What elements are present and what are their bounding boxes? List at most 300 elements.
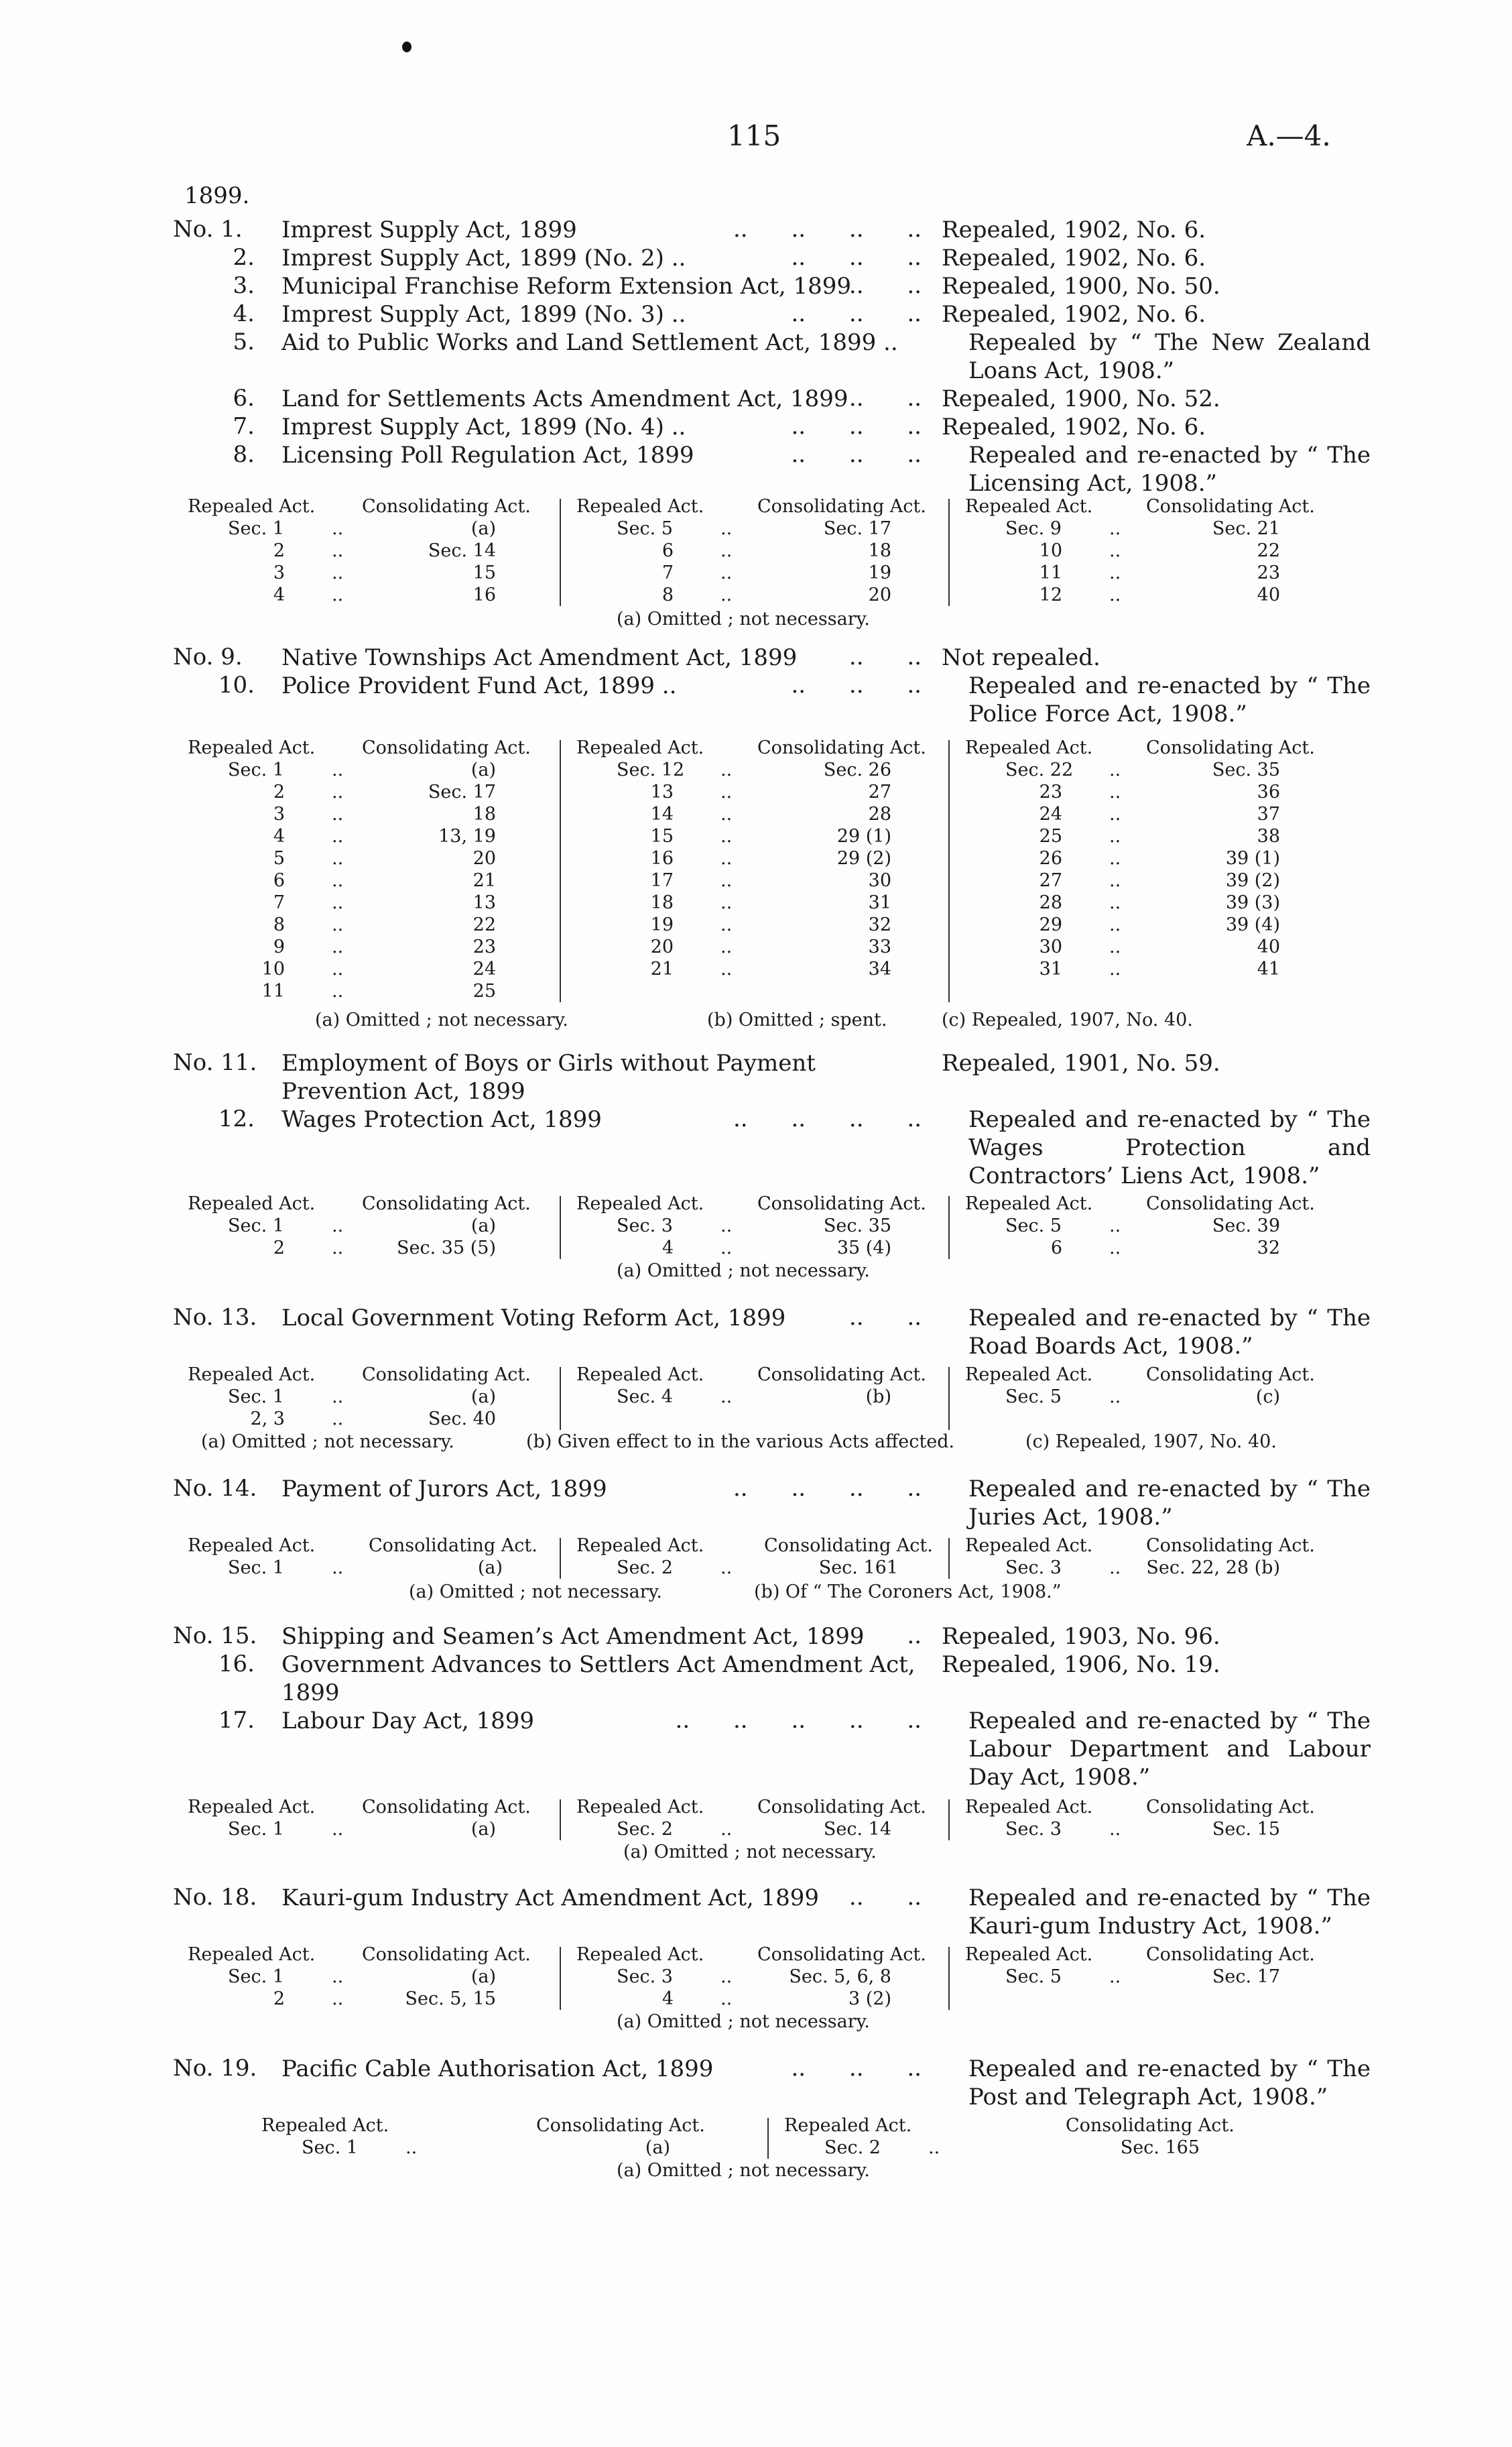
act-title: Imprest Supply Act, 1899 <box>281 217 577 243</box>
leader-dots: .. <box>720 804 733 825</box>
leader-dots: .. <box>1109 540 1121 561</box>
leader-dots: .. .. <box>848 1622 922 1649</box>
leader-dots: .. .. .. <box>791 244 922 271</box>
leader-dots: .. <box>1109 1238 1121 1258</box>
consolidating-act-header: Consolidating Act. <box>362 1944 531 1965</box>
repealed-section: Sec. 3 <box>1005 1819 1062 1840</box>
consolidating-section: 22 <box>472 914 496 935</box>
leader-dots: .. <box>720 540 733 561</box>
repealed-section: Sec. 9 <box>1005 518 1062 539</box>
repealed-section: 7 <box>662 562 674 583</box>
consolidating-section: 20 <box>472 848 496 869</box>
repealed-section: 30 <box>1039 937 1062 957</box>
entry-number: No. 9. <box>173 644 243 670</box>
repealed-section: 7 <box>273 892 285 913</box>
repealed-section: 21 <box>650 959 674 979</box>
column-divider <box>948 1799 950 1840</box>
leader-dots: .. <box>1109 1966 1121 1987</box>
table-note: (c) Repealed, 1907, No. 40. <box>1025 1431 1277 1452</box>
column-divider <box>767 2118 769 2159</box>
consolidating-section: (a) <box>477 1557 503 1578</box>
leader-dots: .. <box>332 782 344 802</box>
consolidating-act-header: Consolidating Act. <box>757 1193 926 1214</box>
consolidating-section: (c) <box>1255 1386 1280 1407</box>
leader-dots: .. <box>1109 782 1121 802</box>
consolidating-act-header: Consolidating Act. <box>757 1364 926 1385</box>
repealed-act-header: Repealed Act. <box>576 1364 704 1385</box>
consolidating-section: 3 (2) <box>848 1988 891 2009</box>
repeal-status: Repealed, 1902, No. 6. <box>942 245 1206 272</box>
table-note: (a) Omitted ; not necessary. <box>409 1581 662 1602</box>
leader-dots: .. <box>720 1988 733 2009</box>
page-number: 115 <box>727 119 781 152</box>
consolidating-section: 40 <box>1257 585 1280 605</box>
repealed-act-header: Repealed Act. <box>965 1364 1093 1385</box>
leader-dots: .. <box>720 892 733 913</box>
consolidating-section: Sec. 161 <box>818 1557 898 1578</box>
column-divider <box>948 1196 950 1259</box>
consolidating-section: 39 (1) <box>1225 848 1280 869</box>
repealed-section: 6 <box>273 870 285 891</box>
consolidating-section: 19 <box>868 562 891 583</box>
repealed-section: 6 <box>662 540 674 561</box>
entry-number: 17. <box>218 1707 255 1734</box>
leader-dots: .. .. .. <box>791 672 922 699</box>
consolidating-section: 38 <box>1257 826 1280 847</box>
consolidating-section: 41 <box>1257 959 1280 979</box>
consolidating-section: 29 (1) <box>836 826 891 847</box>
repealed-act-header: Repealed Act. <box>261 2115 389 2136</box>
repealed-act-header: Repealed Act. <box>784 2115 912 2136</box>
repeal-status: Repealed, 1902, No. 6. <box>942 217 1206 243</box>
leader-dots: .. <box>1109 1386 1121 1407</box>
leader-dots: .. <box>720 1966 733 1987</box>
consolidating-section: 39 (4) <box>1225 914 1280 935</box>
repealed-section: 6 <box>1050 1238 1062 1258</box>
act-title: Labour Day Act, 1899 <box>281 1708 534 1734</box>
consolidating-act-header: Consolidating Act. <box>1146 1193 1315 1214</box>
table-note: (b) Omitted ; spent. <box>707 1010 887 1030</box>
repealed-section: Sec. 1 <box>228 1966 284 1987</box>
repeal-status: Repealed and re-enacted by “ The Road Boards Act, 1908.” <box>968 1305 1371 1360</box>
repealed-section: 2 <box>273 1238 285 1258</box>
consolidating-section: 25 <box>472 981 496 1002</box>
leader-dots: .. .. .. <box>791 300 922 327</box>
leader-dots: .. <box>1109 914 1121 935</box>
repealed-act-header: Repealed Act. <box>965 496 1093 517</box>
column-divider <box>560 1196 561 1259</box>
leader-dots: .. <box>720 870 733 891</box>
consolidating-section: Sec. 14 <box>823 1819 891 1840</box>
consolidating-section: (b) <box>865 1386 891 1407</box>
repealed-section: Sec. 22 <box>1005 760 1074 780</box>
consolidating-act-header: Consolidating Act. <box>757 1797 926 1817</box>
consolidating-section: 35 (4) <box>836 1238 891 1258</box>
repealed-section: Sec. 3 <box>617 1215 673 1236</box>
repealed-section: 12 <box>1039 585 1062 605</box>
leader-dots: .. <box>332 870 344 891</box>
act-title: Local Government Voting Reform Act, 1899 <box>281 1305 786 1331</box>
consolidating-section: Sec. 5, 6, 8 <box>789 1966 891 1987</box>
act-title: Shipping and Seamen’s Act Amendment Act, 1899 <box>281 1623 865 1650</box>
consolidating-section: 30 <box>868 870 891 891</box>
consolidating-section: 32 <box>1257 1238 1280 1258</box>
leader-dots: .. <box>405 2137 418 2158</box>
leader-dots: .. <box>332 585 344 605</box>
consolidating-section: (a) <box>470 1386 496 1407</box>
repealed-act-header: Repealed Act. <box>188 1535 316 1556</box>
leader-dots: .. <box>332 1238 344 1258</box>
repealed-section: 16 <box>650 848 674 869</box>
repealed-act-header: Repealed Act. <box>576 496 704 517</box>
leader-dots: .. <box>1109 518 1121 539</box>
repealed-section: 29 <box>1039 914 1062 935</box>
consolidating-act-header: Consolidating Act. <box>757 737 926 758</box>
consolidating-section: Sec. 165 <box>1120 2137 1200 2158</box>
repealed-section: 10 <box>261 959 285 979</box>
entry-number: No. 1. <box>173 216 243 243</box>
leader-dots: .. <box>332 1988 344 2009</box>
leader-dots: .. <box>720 959 733 979</box>
repeal-status: Repealed and re-enacted by “ The Kauri-gum Industry Act, 1908.” <box>968 1885 1371 1939</box>
year-heading: 1899. <box>184 182 250 209</box>
consolidating-section: 18 <box>868 540 891 561</box>
repealed-act-header: Repealed Act. <box>188 1193 316 1214</box>
repealed-section: Sec. 5 <box>617 518 673 539</box>
act-title: Municipal Franchise Reform Extension Act, 1899 <box>281 273 851 300</box>
leader-dots: .. <box>332 937 344 957</box>
leader-dots: .. <box>720 914 733 935</box>
entry-number: 6. <box>233 385 255 412</box>
repealed-act-header: Repealed Act. <box>576 1193 704 1214</box>
repealed-act-header: Repealed Act. <box>188 737 316 758</box>
repealed-section: 4 <box>662 1988 674 2009</box>
leader-dots: .. <box>720 562 733 583</box>
table-note: (a) Omitted ; not necessary. <box>201 1431 454 1452</box>
repealed-section: 9 <box>273 937 285 957</box>
act-title: Licensing Poll Regulation Act, 1899 <box>281 442 694 469</box>
leader-dots: .. .. .. <box>791 441 922 468</box>
consolidating-act-header: Consolidating Act. <box>362 737 531 758</box>
column-divider <box>560 1947 561 2010</box>
consolidating-act-header: Consolidating Act. <box>369 1535 538 1556</box>
repealed-section: 4 <box>273 585 285 605</box>
consolidating-section: (a) <box>470 1966 496 1987</box>
act-title: Aid to Public Works and Land Settlement Act, 1899 .. <box>281 329 898 356</box>
repealed-section: Sec. 12 <box>617 760 685 780</box>
act-title: Employment of Boys or Girls without Payment Prevention Act, 1899 <box>281 1050 816 1105</box>
entry-number: No. 19. <box>173 2055 257 2082</box>
column-divider <box>560 499 561 606</box>
leader-dots: .. <box>332 981 344 1002</box>
repealed-act-header: Repealed Act. <box>965 1193 1093 1214</box>
repealed-section: 8 <box>662 585 674 605</box>
leader-dots: .. <box>1109 1819 1121 1840</box>
act-title: Land for Settlements Acts Amendment Act, 1899 <box>281 385 848 412</box>
consolidating-section: Sec. 35 <box>1212 760 1280 780</box>
repealed-section: 31 <box>1039 959 1062 979</box>
leader-dots: .. .. .. <box>791 413 922 440</box>
consolidating-section: 39 (2) <box>1225 870 1280 891</box>
leader-dots: .. <box>332 760 344 780</box>
repealed-section: 2 <box>273 540 285 561</box>
leader-dots: .. .. <box>848 272 922 299</box>
repealed-act-header: Repealed Act. <box>965 1797 1093 1817</box>
repealed-section: Sec. 1 <box>228 518 284 539</box>
repealed-section: 18 <box>650 892 674 913</box>
consolidating-act-header: Consolidating Act. <box>362 1364 531 1385</box>
repeal-status: Repealed, 1900, No. 50. <box>942 273 1220 300</box>
repealed-section: Sec. 1 <box>228 760 284 780</box>
repealed-section: 2 <box>273 1988 285 2009</box>
leader-dots: .. .. .. .. .. <box>675 1707 922 1734</box>
table-note: (a) Omitted ; not necessary. <box>617 1260 870 1281</box>
repealed-section: 26 <box>1039 848 1062 869</box>
consolidating-section: 16 <box>472 585 496 605</box>
consolidating-section: 28 <box>868 804 891 825</box>
table-note: (a) Omitted ; not necessary. <box>315 1010 568 1030</box>
repealed-section: Sec. 1 <box>228 1386 284 1407</box>
repeal-status: Repealed, 1902, No. 6. <box>942 414 1206 440</box>
leader-dots: .. <box>332 1409 344 1429</box>
consolidating-section: Sec. 21 <box>1212 518 1280 539</box>
entry-number: 3. <box>233 272 255 299</box>
leader-dots: .. <box>332 892 344 913</box>
act-title: Imprest Supply Act, 1899 (No. 4) .. <box>281 414 686 440</box>
consolidating-section: 36 <box>1257 782 1280 802</box>
entry-number: No. 13. <box>173 1304 257 1331</box>
consolidating-section: (a) <box>470 1819 496 1840</box>
entry-number: 12. <box>218 1106 255 1132</box>
repealed-section: 15 <box>650 826 674 847</box>
act-title: Police Provident Fund Act, 1899 .. <box>281 672 677 699</box>
repealed-section: Sec. 5 <box>1005 1966 1062 1987</box>
repeal-status: Repealed, 1901, No. 59. <box>942 1050 1220 1077</box>
repealed-act-header: Repealed Act. <box>576 737 704 758</box>
consolidating-section: 27 <box>868 782 891 802</box>
act-title: Kauri-gum Industry Act Amendment Act, 1899 <box>281 1885 820 1911</box>
repealed-section: Sec. 5 <box>1005 1215 1062 1236</box>
repealed-section: Sec. 1 <box>228 1557 284 1578</box>
repealed-section: 2, 3 <box>250 1409 285 1429</box>
repealed-act-header: Repealed Act. <box>576 1797 704 1817</box>
leader-dots: .. <box>1109 585 1121 605</box>
consolidating-section: 15 <box>472 562 496 583</box>
leader-dots: .. <box>1109 937 1121 957</box>
repealed-section: 13 <box>650 782 674 802</box>
repealed-section: Sec. 5 <box>1005 1386 1062 1407</box>
consolidating-section: (a) <box>470 518 496 539</box>
leader-dots: .. <box>720 1819 733 1840</box>
leader-dots: .. .. <box>848 644 922 670</box>
repeal-status: Repealed by “ The New Zealand Loans Act, 1908.” <box>968 329 1371 384</box>
column-divider <box>560 740 561 1002</box>
leader-dots: .. <box>1109 826 1121 847</box>
leader-dots: .. <box>332 540 344 561</box>
consolidating-act-header: Consolidating Act. <box>1146 1364 1315 1385</box>
consolidating-section: Sec. 15 <box>1212 1819 1280 1840</box>
consolidating-section: (a) <box>470 760 496 780</box>
consolidating-section: 34 <box>868 959 891 979</box>
leader-dots: .. <box>720 848 733 869</box>
repealed-section: 8 <box>273 914 285 935</box>
consolidating-section: (a) <box>645 2137 670 2158</box>
repealed-section: Sec. 2 <box>617 1819 673 1840</box>
leader-dots: .. <box>1109 1557 1121 1578</box>
leader-dots: .. <box>1109 1215 1121 1236</box>
repealed-section: 4 <box>273 826 285 847</box>
consolidating-act-header: Consolidating Act. <box>362 1193 531 1214</box>
repealed-section: Sec. 2 <box>617 1557 673 1578</box>
consolidating-section: Sec. 17 <box>428 782 496 802</box>
repealed-section: 3 <box>273 562 285 583</box>
leader-dots: .. .. .. .. <box>733 1106 922 1132</box>
leader-dots: .. <box>332 1557 344 1578</box>
consolidating-act-header: Consolidating Act. <box>1146 737 1315 758</box>
repeal-status: Repealed, 1900, No. 52. <box>942 385 1220 412</box>
table-note: (a) Omitted ; not necessary. <box>617 2011 870 2032</box>
act-title: Imprest Supply Act, 1899 (No. 3) .. <box>281 301 686 328</box>
leader-dots: .. <box>720 1557 733 1578</box>
consolidating-section: 21 <box>472 870 496 891</box>
repealed-section: 25 <box>1039 826 1062 847</box>
repeal-status: Repealed and re-enacted by “ The Labour Department and Labour Day Act, 1908.” <box>968 1708 1371 1791</box>
leader-dots: .. <box>720 1238 733 1258</box>
repealed-act-header: Repealed Act. <box>576 1535 704 1556</box>
consolidating-section: Sec. 40 <box>428 1409 496 1429</box>
leader-dots: .. <box>332 848 344 869</box>
repeal-status: Not repealed. <box>942 644 1100 671</box>
repeal-status: Repealed, 1902, No. 6. <box>942 301 1206 328</box>
leader-dots: .. <box>332 1966 344 1987</box>
repealed-section: 19 <box>650 914 674 935</box>
entry-number: 8. <box>233 441 255 468</box>
consolidating-section: Sec. 14 <box>428 540 496 561</box>
consolidating-act-header: Consolidating Act. <box>1146 1535 1315 1556</box>
column-divider <box>948 499 950 606</box>
consolidating-act-header: Consolidating Act. <box>1146 1944 1315 1965</box>
leader-dots: .. <box>720 585 733 605</box>
ink-dot <box>402 42 412 52</box>
consolidating-section: 18 <box>472 804 496 825</box>
leader-dots: .. <box>1109 760 1121 780</box>
repealed-act-header: Repealed Act. <box>965 1535 1093 1556</box>
table-note: (b) Given effect to in the various Acts affected. <box>526 1431 955 1452</box>
consolidating-section: Sec. 39 <box>1212 1215 1280 1236</box>
repeal-status: Repealed and re-enacted by “ The Juries Act, 1908.” <box>968 1476 1371 1531</box>
entry-number: 7. <box>233 413 255 440</box>
consolidating-section: 37 <box>1257 804 1280 825</box>
consolidating-act-header: Consolidating Act. <box>1146 496 1315 517</box>
repeal-status: Repealed, 1906, No. 19. <box>942 1651 1220 1678</box>
leader-dots: .. <box>1109 562 1121 583</box>
repealed-act-header: Repealed Act. <box>188 1797 316 1817</box>
table-note: (a) Omitted ; not necessary. <box>617 609 870 630</box>
page-reference: A.—4. <box>1247 119 1331 152</box>
leader-dots: .. <box>720 518 733 539</box>
leader-dots: .. <box>1109 959 1121 979</box>
leader-dots: .. .. <box>848 1884 922 1911</box>
leader-dots: .. <box>332 1819 344 1840</box>
repealed-act-header: Repealed Act. <box>576 1944 704 1965</box>
consolidating-section: 39 (3) <box>1225 892 1280 913</box>
repealed-section: Sec. 3 <box>617 1966 673 1987</box>
table-note: (c) Repealed, 1907, No. 40. <box>942 1010 1193 1030</box>
entry-number: 2. <box>233 244 255 271</box>
repealed-section: 24 <box>1039 804 1062 825</box>
act-title: Native Townships Act Amendment Act, 1899 <box>281 644 798 671</box>
leader-dots: .. .. <box>848 385 922 412</box>
leader-dots: .. .. .. .. <box>733 1475 922 1502</box>
leader-dots: .. <box>332 826 344 847</box>
repealed-section: Sec. 1 <box>228 1215 284 1236</box>
repealed-section: Sec. 3 <box>1005 1557 1062 1578</box>
consolidating-section: Sec. 5, 15 <box>405 1988 496 2009</box>
column-divider <box>948 1947 950 2010</box>
consolidating-act-header: Consolidating Act. <box>764 1535 933 1556</box>
repealed-section: Sec. 2 <box>824 2137 881 2158</box>
repealed-section: Sec. 1 <box>228 1819 284 1840</box>
column-divider <box>560 1538 561 1579</box>
consolidating-act-header: Consolidating Act. <box>757 496 926 517</box>
consolidating-section: 40 <box>1257 937 1280 957</box>
leader-dots: .. <box>720 826 733 847</box>
consolidating-act-header: Consolidating Act. <box>1146 1797 1315 1817</box>
consolidating-act-header: Consolidating Act. <box>536 2115 705 2136</box>
leader-dots: .. <box>720 782 733 802</box>
repealed-section: Sec. 4 <box>617 1386 673 1407</box>
repealed-section: 20 <box>650 937 674 957</box>
leader-dots: .. <box>1109 848 1121 869</box>
repealed-section: 10 <box>1039 540 1062 561</box>
table-note: (a) Omitted ; not necessary. <box>617 2160 870 2181</box>
repeal-status: Repealed, 1903, No. 96. <box>942 1623 1220 1650</box>
repeal-status: Repealed and re-enacted by “ The Licensing Act, 1908.” <box>968 442 1371 497</box>
entry-number: 16. <box>218 1651 255 1677</box>
column-divider <box>948 740 950 1002</box>
repealed-act-header: Repealed Act. <box>188 1944 316 1965</box>
act-title: Government Advances to Settlers Act Amendment Act, 1899 <box>281 1651 916 1706</box>
repealed-section: 2 <box>273 782 285 802</box>
consolidating-section: 23 <box>1257 562 1280 583</box>
consolidating-section: 31 <box>868 892 891 913</box>
consolidating-section: 20 <box>868 585 891 605</box>
repealed-section: 28 <box>1039 892 1062 913</box>
entry-number: No. 11. <box>173 1049 257 1076</box>
leader-dots: .. .. <box>848 1304 922 1331</box>
consolidating-section: (a) <box>470 1215 496 1236</box>
column-divider <box>560 1367 561 1430</box>
repealed-act-header: Repealed Act. <box>188 496 316 517</box>
leader-dots: .. <box>332 1215 344 1236</box>
repealed-section: 27 <box>1039 870 1062 891</box>
consolidating-act-header: Consolidating Act. <box>757 1944 926 1965</box>
consolidating-section: Sec. 17 <box>823 518 891 539</box>
consolidating-section: 32 <box>868 914 891 935</box>
leader-dots: .. <box>332 562 344 583</box>
leader-dots: .. .. .. .. <box>733 216 922 243</box>
entry-number: 4. <box>233 300 255 327</box>
repealed-section: 17 <box>650 870 674 891</box>
column-divider <box>948 1367 950 1430</box>
column-divider <box>560 1799 561 1840</box>
leader-dots: .. <box>720 1386 733 1407</box>
entry-number: 5. <box>233 329 255 355</box>
consolidating-section: Sec. 35 (5) <box>397 1238 496 1258</box>
leader-dots: .. <box>1109 892 1121 913</box>
act-title: Wages Protection Act, 1899 <box>281 1106 602 1133</box>
consolidating-section: 23 <box>472 937 496 957</box>
